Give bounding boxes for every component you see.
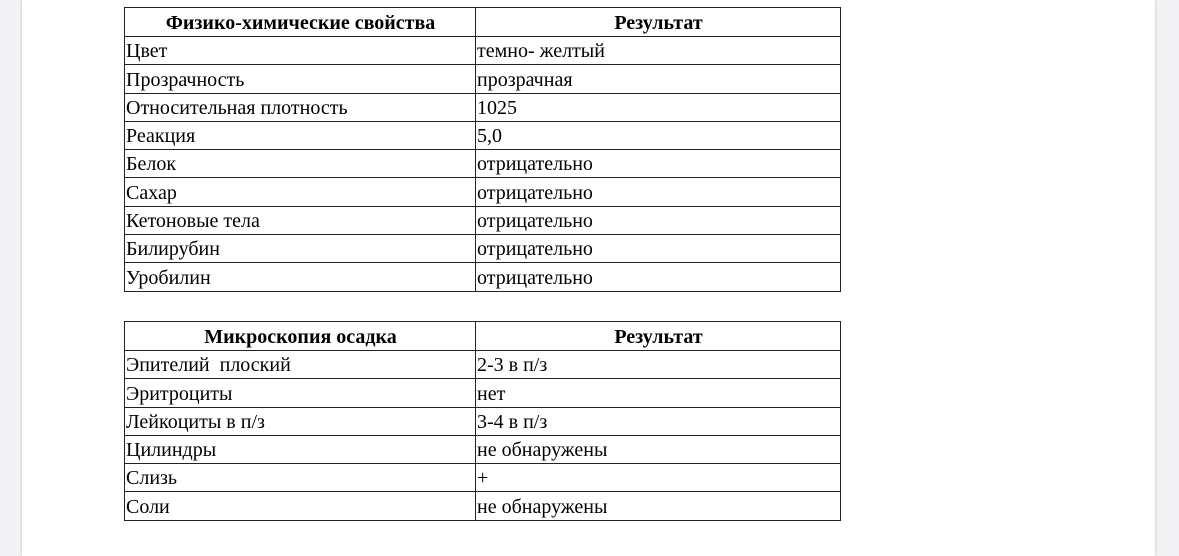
column-header-property: Физико-химические свойства [125,8,476,37]
document-page [22,0,1155,556]
property-cell: Сахар [125,178,476,206]
column-header-property: Микроскопия осадка [125,322,476,351]
result-cell: 1025 [476,93,841,121]
column-header-result: Результат [476,8,841,37]
result-cell: не обнаружены [476,492,841,520]
property-cell: Цилиндры [125,435,476,463]
column-header-result: Результат [476,322,841,351]
property-cell: Относительная плотность [125,93,476,121]
table-header-row [125,322,841,351]
result-cell: 3-4 в п/з [476,407,841,435]
table-row [125,351,841,379]
table-row [125,65,841,93]
result-cell: не обнаружены [476,435,841,463]
property-cell: Билирубин [125,235,476,263]
result-cell: нет [476,379,841,407]
result-cell: отрицательно [476,206,841,234]
property-cell: Уробилин [125,263,476,291]
result-cell: отрицательно [476,178,841,206]
table-row [125,93,841,121]
table-row [125,407,841,435]
property-cell: Эпителий плоский [125,351,476,379]
result-cell: темно- желтый [476,37,841,65]
microscopy-table [124,321,841,521]
table-row [125,178,841,206]
property-cell: Кетоновые тела [125,206,476,234]
physicochemical-table [124,7,841,292]
table-row [125,150,841,178]
table-row [125,235,841,263]
table-row [125,379,841,407]
property-cell: Соли [125,492,476,520]
property-cell: Слизь [125,464,476,492]
result-cell: 5,0 [476,121,841,149]
table-row [125,492,841,520]
table-row [125,121,841,149]
result-cell: прозрачная [476,65,841,93]
result-cell: 2-3 в п/з [476,351,841,379]
property-cell: Цвет [125,37,476,65]
property-cell: Прозрачность [125,65,476,93]
result-cell: отрицательно [476,235,841,263]
table-row [125,464,841,492]
result-cell: + [476,464,841,492]
table-row [125,435,841,463]
property-cell: Белок [125,150,476,178]
property-cell: Лейкоциты в п/з [125,407,476,435]
table-row [125,206,841,234]
property-cell: Реакция [125,121,476,149]
table-row [125,263,841,291]
table-header-row [125,8,841,37]
table-row [125,37,841,65]
result-cell: отрицательно [476,263,841,291]
result-cell: отрицательно [476,150,841,178]
property-cell: Эритроциты [125,379,476,407]
